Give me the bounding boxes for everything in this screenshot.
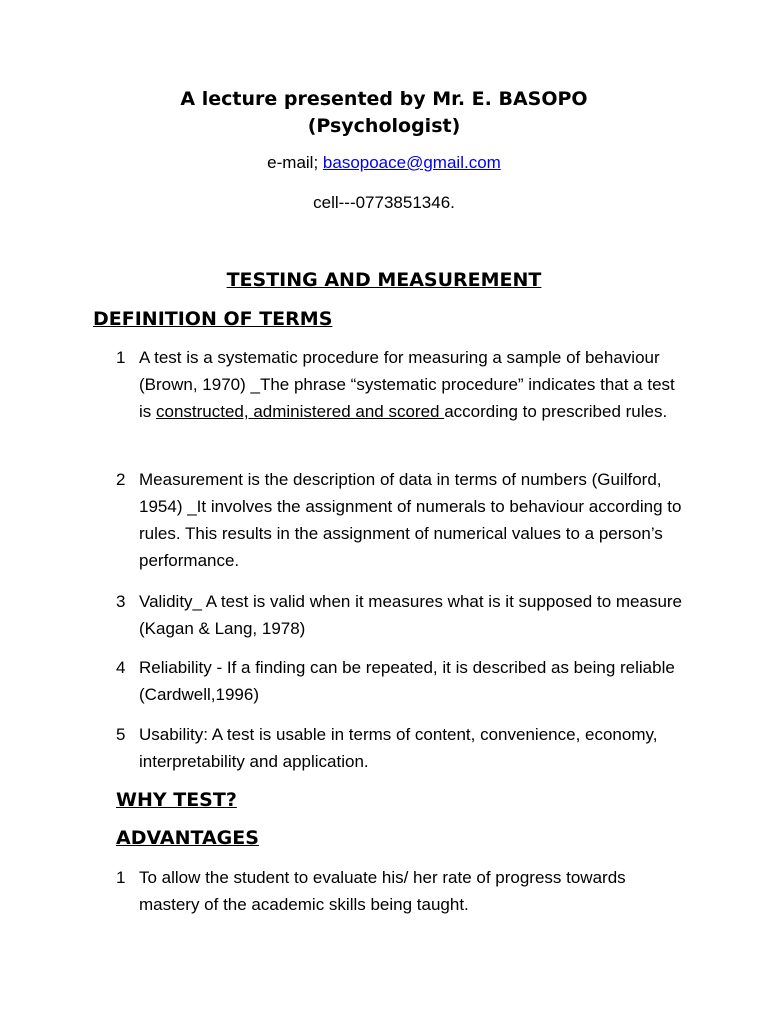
email-label: e-mail;: [267, 153, 323, 172]
main-heading-wrap: [0, 268, 768, 292]
definition-item-4: [116, 654, 686, 708]
item-text: Reliability - If a finding can be repeated, it is described as being reliable (Cardwell,1996): [139, 658, 675, 704]
item-number: 1: [116, 868, 126, 887]
email-link[interactable]: basopoace@gmail.com: [322, 153, 501, 172]
lecture-title-line1: A lecture presented by Mr. E. BASOPO: [180, 88, 588, 110]
item-text: A test is a systematic procedure for measuring a sample of behaviour (Brown, 1970) _The phrase “systematic procedure” indicates that a test is constructed, administered and scored according to prescribed rules.: [139, 348, 675, 421]
definition-item-2: [116, 466, 686, 574]
item-number: 2: [116, 470, 126, 489]
item-text: To allow the student to evaluate his/ her rate of progress towards mastery of the academic skills being taught.: [139, 868, 626, 914]
item-number: 3: [116, 592, 126, 611]
advantage-item-1: [116, 864, 686, 918]
advantages-heading: ADVANTAGES: [116, 827, 259, 849]
definition-item-1: [116, 344, 686, 425]
item-number: 1: [116, 348, 126, 367]
item-number: 4: [116, 658, 126, 677]
item-text: Measurement is the description of data in terms of numbers (Guilford, 1954) _It involves the assignment of numerals to behaviour according to rules. This results in the assignment of numerical values to a person’s performance.: [139, 470, 682, 570]
definitions-heading: DEFINITION OF TERMS: [93, 308, 333, 330]
why-test-heading: WHY TEST?: [116, 789, 237, 811]
item-text: Usability: A test is usable in terms of content, convenience, economy, interpretability and application.: [139, 725, 658, 771]
item-text: Validity_ A test is valid when it measures what is it supposed to measure (Kagan & Lang, 1978): [139, 592, 683, 638]
main-heading: TESTING AND MEASUREMENT: [226, 269, 542, 291]
item-number: 5: [116, 725, 126, 744]
lecture-title-line2: (Psychologist): [307, 115, 461, 137]
definition-item-3: [116, 588, 686, 642]
underlined-phrase: constructed, administered and scored: [156, 402, 445, 421]
email-line: [0, 152, 768, 174]
definition-item-5: [116, 721, 686, 775]
cell-number: cell---0773851346.: [313, 193, 455, 212]
